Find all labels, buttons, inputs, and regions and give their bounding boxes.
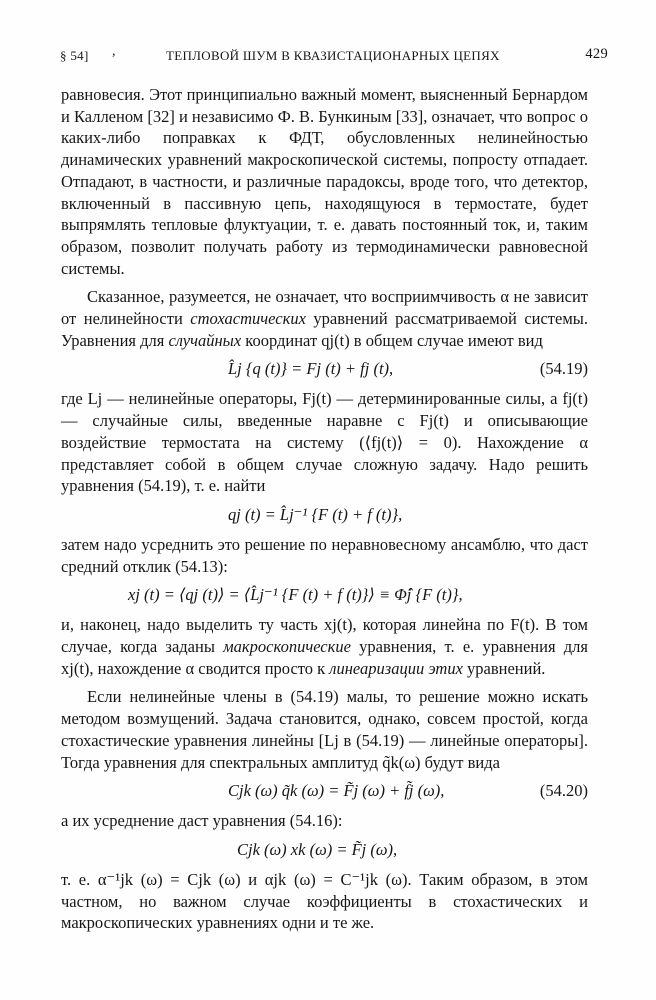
paragraph-1: равновесия. Этот принципиально важный момент, выясненный Бернардом и Калленом [32] и независимо Ф. В. Бункиным [33], означает, что вопрос о каких-либо поправках к ФДТ, обусловленных нелинейностью динамических уравнений макроскопической системы, попросту отпадает. Отпадают, в частности, и различные парадоксы, вроде того, что детектор, включенный в пассивную цепь, находящуюся в термостате, будет выпрямлять тепловые флуктуации, т. е. давать постоянный ток, и, таким образом, позволит получать работу из термодинамически равновесной системы. — [61, 85, 588, 278]
page-number: 429 — [585, 46, 608, 62]
main-text — [61, 84, 588, 934]
emphasis-stochastic: стохастических — [190, 309, 306, 329]
equation-54-16: Cjk (ω) xk (ω) = F̃j (ω), — [237, 839, 398, 859]
section-number: § 54] — [60, 48, 89, 63]
equation-average-response: xj (t) = ⟨qj (t)⟩ = ⟨L̂j⁻¹ {F (t) + f (t)}⟩ ≡ Φ̂j {F (t)}, — [128, 585, 463, 605]
paragraph-6: Если нелинейные члены в (54.19) малы, то решение можно искать методом возмущений. Задача становится, однако, совсем простой, когда стохастические уравнения линейны [Lj в (54.19) — линейные операторы]. Тогда уравнения для спектральных амплитуд q̃k(ω) будут вида — [61, 687, 588, 772]
emphasis-linearization: линеаризации этих — [329, 658, 463, 678]
paragraph-7: а их усреднение даст уравнения (54.16): — [61, 811, 343, 831]
equation-solution: qj (t) = L̂j⁻¹ {F (t) + f (t)}, — [228, 504, 403, 524]
paragraph-3: где Lj — нелинейные операторы, Fj(t) — детерминированные силы, а fj(t) — случайные силы, введенные наравне с Fj(t) и описывающие воздействие термостата на систему (⟨fj(t)⟩ = 0). Нахождение α представляет собой в общем случае сложную задачу. Надо решить уравнения (54.19), т. е. найти — [61, 389, 588, 496]
header-mark: , — [112, 44, 116, 59]
equation-number: (54.19) — [539, 359, 588, 379]
paragraph-5: и, наконец, надо выделить ту часть xj(t), которая линейна по F(t). В том случае, когда заданы макроскопические уравнения, т. е. уравнения для xj(t), нахождение α сводится просто к линеаризации этих уравнений. — [61, 615, 589, 678]
paragraph-4: затем надо усреднить это решение по неравновесному ансамблю, что даст средний отклик (54.13): — [61, 534, 588, 576]
paragraph-8: т. е. α⁻¹jk (ω) = Cjk (ω) и αjk (ω) = C⁻¹jk (ω). Таким образом, в этом частном, но важном случае коэффициенты в стохастических и макроскопических уравнениях одни и те же. — [61, 869, 588, 933]
equation-number: (54.20) — [539, 781, 588, 801]
equation-54-19: L̂j {q (t)} = Fj (t) + fj (t), (54.19) — [228, 359, 588, 379]
emphasis-macroscopic: макроскопические — [223, 637, 351, 657]
emphasis-random: случайных — [168, 330, 242, 350]
running-header — [60, 46, 608, 68]
paragraph-2: Сказанное, разумеется, не означает, что восприимчивость α не зависит от нелинейности стохастических уравнений рассматриваемой системы. Уравнения для случайных координат qj(t) в общем случае имеют вид — [61, 287, 588, 350]
equation-54-20: Cjk (ω) q̃k (ω) = F̃j (ω) + f̃j (ω), (54.20) — [228, 781, 588, 801]
chapter-title: ТЕПЛОВОЙ ШУМ В КВАЗИСТАЦИОНАРНЫХ ЦЕПЯХ — [166, 48, 500, 63]
